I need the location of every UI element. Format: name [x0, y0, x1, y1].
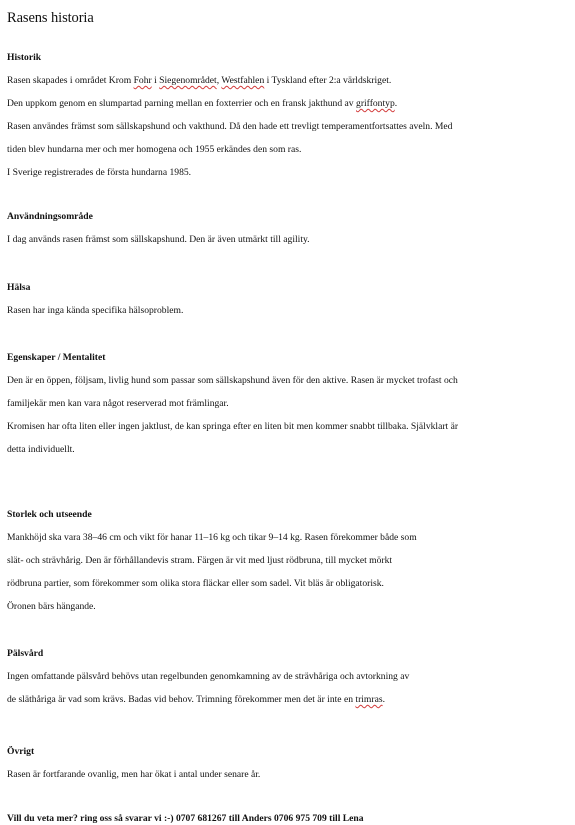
text-line: Kromisen har ofta liten eller ingen jaktlust, de kan springa efter en liten bit men kommer snabbt tillbaka. Självklart är [7, 421, 459, 432]
section-body-storlek [7, 521, 567, 625]
section-heading-historik: Historik [7, 52, 42, 63]
text-line: rödbruna partier, som förekommer som olika stora fläckar eller som sadel. Vit bläs är obligatorisk. [7, 578, 384, 589]
section-heading-anvandningsomrade: Användningsområde [7, 211, 93, 222]
text-line: detta individuellt. [7, 444, 75, 455]
section-heading-storlek: Storlek och utseende [7, 509, 92, 520]
section-body-historik [7, 64, 567, 191]
section-halsa [7, 282, 567, 328]
text-line: tiden blev hundarna mer och mer homogena och 1955 erkändes den som ras. [7, 144, 302, 155]
text-line: Rasen har inga kända specifika hälsoproblem. [7, 305, 184, 316]
text-line: de släthåriga är vad som krävs. Badas vid behov. Trimning förekommer men det är inte en trimras. [7, 694, 385, 705]
section-body-palsvard [7, 660, 567, 718]
text-line: slät- och strävhårig. Den är förhållandevis stram. Färgen är vit med ljust rödbruna, till mycket mörkt [7, 555, 393, 566]
spellcheck-flagged-word: Siegenområdet [159, 75, 217, 86]
section-body-ovrigt [7, 758, 567, 793]
text-line: Mankhöjd ska vara 38–46 cm och vikt för hanar 11–16 kg och tikar 9–14 kg. Rasen förekommer både som [7, 532, 417, 543]
spellcheck-flagged-word: trimras [355, 694, 383, 705]
text-line: Rasen är fortfarande ovanlig, men har ökat i antal under senare år. [7, 769, 261, 780]
document-page [7, 8, 567, 825]
section-ovrigt [7, 746, 567, 792]
section-heading-palsvard: Pälsvård [7, 648, 44, 659]
section-heading-egenskaper: Egenskaper / Mentalitet [7, 352, 106, 363]
page-title: Rasens historia [7, 10, 94, 26]
section-heading-ovrigt: Övrigt [7, 746, 35, 757]
section-historik [7, 52, 567, 190]
text-line: Öronen bärs hängande. [7, 601, 96, 612]
section-body-anvandningsomrade [7, 223, 567, 258]
section-palsvard [7, 648, 567, 717]
spellcheck-flagged-word: Fohr [133, 75, 152, 86]
text-line: I dag används rasen främst som sällskapshund. Den är även utmärkt till agility. [7, 234, 310, 245]
spellcheck-flagged-word: Westfahlen [221, 75, 265, 86]
contact-footer: Vill du veta mer? ring oss så svarar vi :-) 0707 681267 till Anders 0706 975 709 till Lena [7, 813, 364, 824]
section-body-halsa [7, 294, 567, 329]
section-heading-halsa: Hälsa [7, 282, 31, 293]
text-line: familjekär men kan vara något reserverad mot främlingar. [7, 398, 229, 409]
text-line: Den uppkom genom en slumpartad parning mellan en foxterrier och en fransk jakthund av griffontyp. [7, 98, 398, 109]
section-body-egenskaper [7, 364, 567, 468]
text-line: Ingen omfattande pälsvård behövs utan regelbunden genomkamning av de strävhåriga och avtorkning av [7, 671, 410, 682]
spellcheck-flagged-word: griffontyp [356, 98, 395, 109]
section-storlek [7, 509, 567, 624]
section-egenskaper [7, 352, 567, 467]
text-line: I Sverige registrerades de första hundarna 1985. [7, 167, 192, 178]
section-anvandningsomrade [7, 211, 567, 257]
text-line: Rasen användes främst som sällskapshund och vakthund. Då den hade ett trevligt temperamentfortsattes aveln. Med [7, 121, 453, 132]
text-line: Den är en öppen, följsam, livlig hund som passar som sällskapshund även för den aktive. Rasen är mycket trofast och [7, 375, 458, 386]
text-line: Rasen skapades i området Krom Fohr i Siegenområdet, Westfahlen i Tyskland efter 2:a världskriget. [7, 75, 392, 86]
